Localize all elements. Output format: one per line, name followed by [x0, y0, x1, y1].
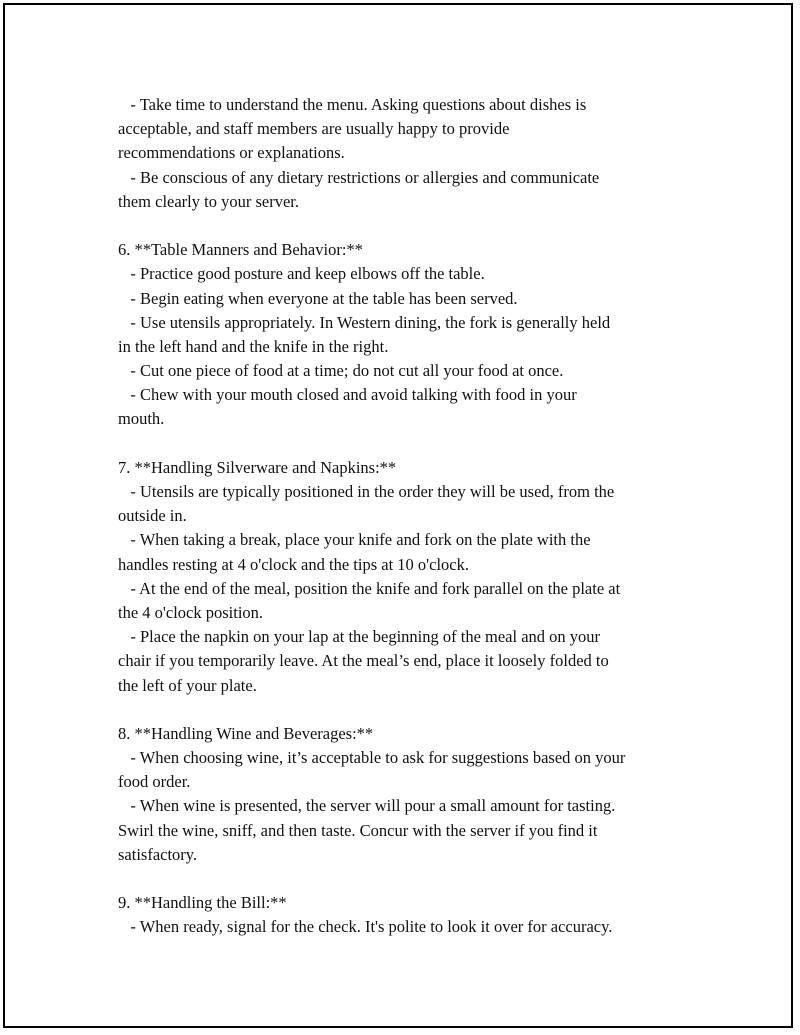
text-line: satisfactory.: [118, 844, 198, 864]
text-line: in the left hand and the knife in the right.: [118, 336, 389, 356]
text-line: recommendations or explanations.: [118, 143, 345, 163]
text-line: - Utensils are typically positioned in the order they will be used, from the: [118, 482, 615, 501]
text-line: - Be conscious of any dietary restrictions or allergies and communicate: [118, 167, 600, 187]
paragraph-gap: [118, 214, 693, 238]
text-line: - Cut one piece of food at a time; do not cut all your food at once.: [118, 361, 564, 381]
text-line: - When choosing wine, it’s acceptable to ask for suggestions based on your: [118, 748, 626, 768]
document-text: [118, 93, 693, 940]
text-line: - When taking a break, place your knife and fork on the plate with the: [118, 530, 591, 550]
text-line: handles resting at 4 o'clock and the tips at 10 o'clock.: [118, 554, 469, 574]
section-heading: 6. **Table Manners and Behavior:**: [118, 240, 363, 260]
paragraph-gap: [118, 432, 693, 456]
section-heading: 8. **Handling Wine and Beverages:**: [118, 723, 374, 743]
paragraph-gap: [118, 867, 693, 891]
text-line: mouth.: [118, 409, 165, 429]
text-line: - When ready, signal for the check. It's polite to look it over for accuracy.: [118, 917, 613, 937]
text-line: outside in.: [118, 506, 187, 526]
text-line: - Practice good posture and keep elbows off the table.: [118, 264, 485, 284]
section-heading: 7. **Handling Silverware and Napkins:**: [118, 457, 397, 477]
text-line: chair if you temporarily leave. At the meal’s end, place it loosely folded to: [118, 651, 609, 671]
text-line: - Place the napkin on your lap at the beginning of the meal and on your: [118, 627, 601, 647]
text-line: the 4 o'clock position.: [118, 602, 264, 622]
text-line: - Chew with your mouth closed and avoid talking with food in your: [118, 385, 577, 405]
text-line: the left of your plate.: [118, 675, 257, 695]
text-line: - Begin eating when everyone at the table has been served.: [118, 288, 518, 308]
text-line: - Take time to understand the menu. Asking questions about dishes is: [118, 95, 587, 114]
section-heading: 9. **Handling the Bill:**: [118, 893, 287, 913]
text-line: food order.: [118, 772, 191, 792]
paragraph-gap: [118, 698, 693, 722]
text-line: - At the end of the meal, position the knife and fork parallel on the plate at: [118, 578, 621, 598]
text-line: - Use utensils appropriately. In Western dining, the fork is generally held: [118, 312, 611, 332]
text-line: - When wine is presented, the server will pour a small amount for tasting.: [118, 796, 616, 816]
text-line: them clearly to your server.: [118, 191, 299, 211]
text-line: acceptable, and staff members are usually happy to provide: [118, 119, 510, 139]
text-line: Swirl the wine, sniff, and then taste. Concur with the server if you find it: [118, 820, 598, 840]
